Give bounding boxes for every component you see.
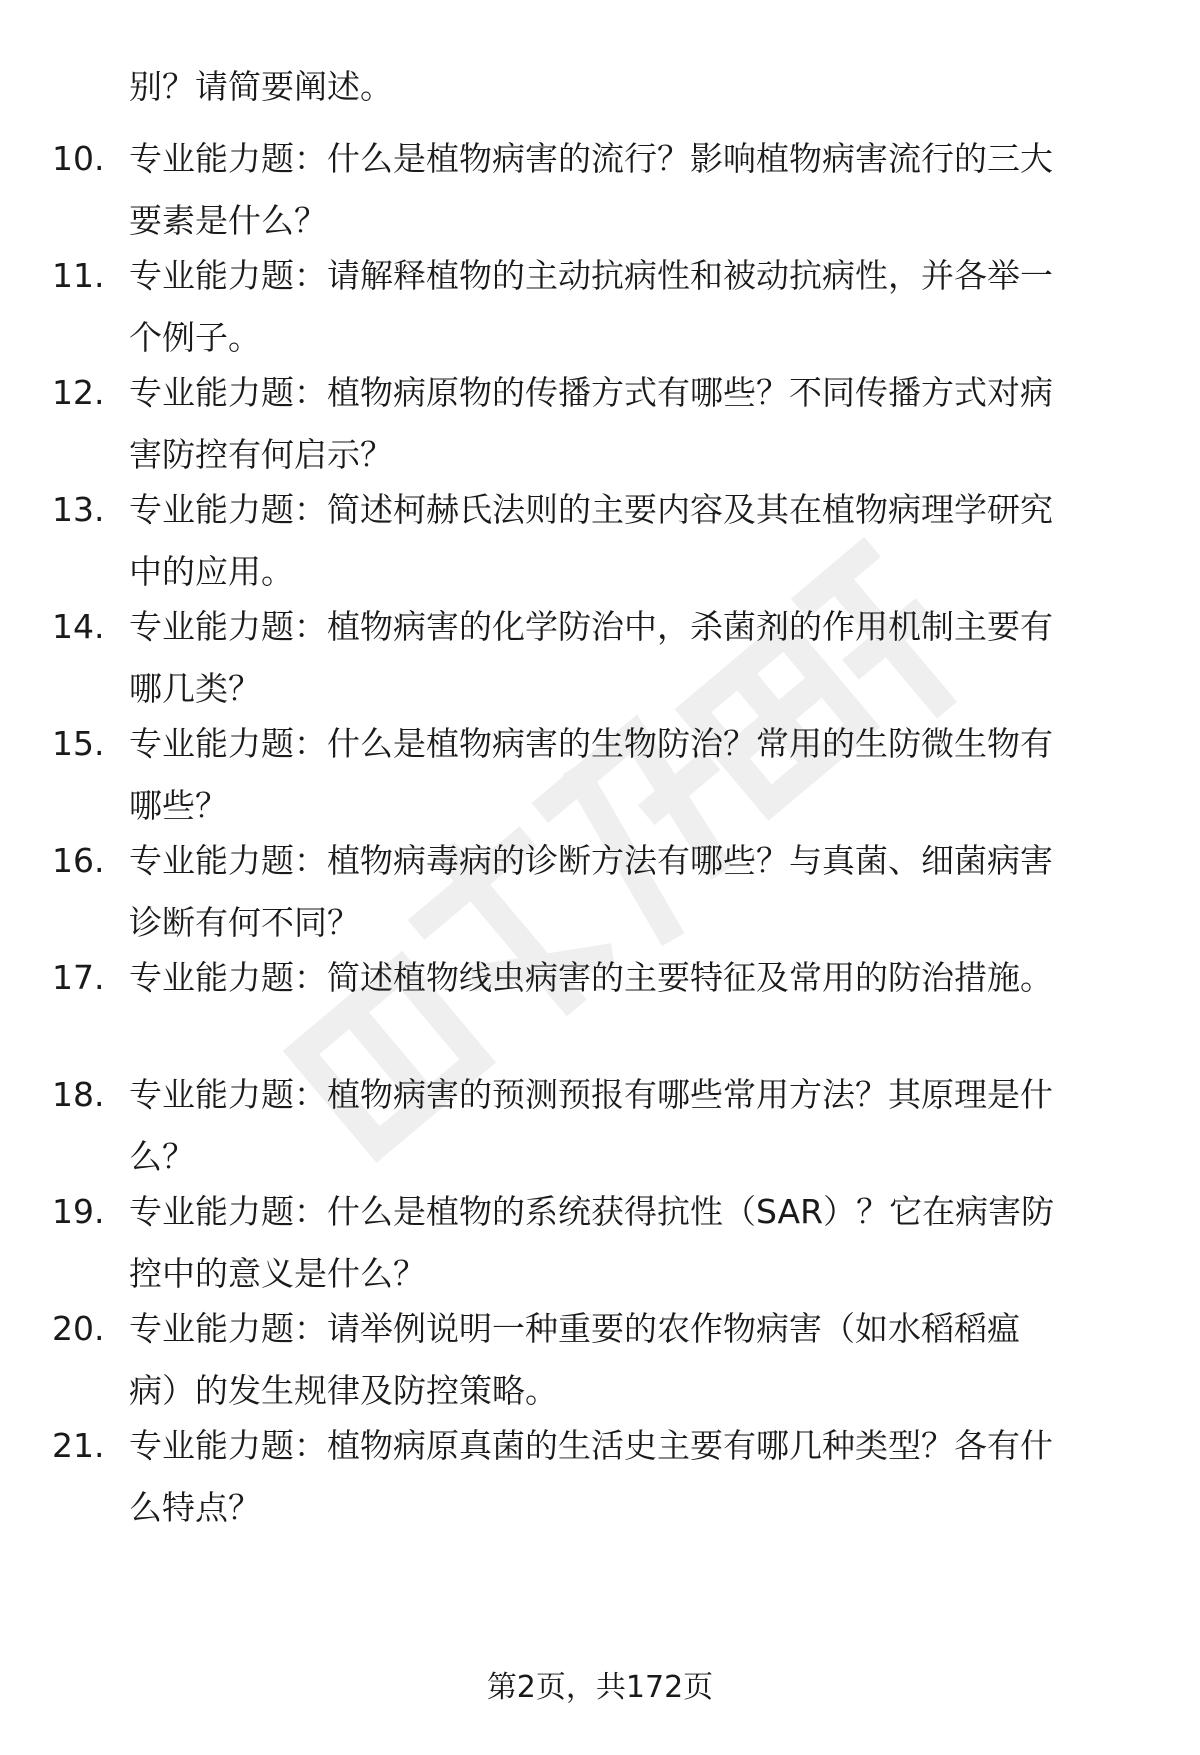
continuation-line: 别？请简要阐述。 — [129, 67, 393, 106]
question-text — [129, 1298, 1139, 1422]
question-text-line: 专业能力题：简述植物线虫病害的主要特征及常用的防治措施。 — [129, 958, 1053, 997]
question-number: 19. — [52, 1192, 105, 1231]
question-item — [0, 1181, 1200, 1305]
question-item — [0, 479, 1200, 603]
question-number: 15. — [52, 724, 105, 763]
question-text-line: 么特点？ — [129, 1488, 261, 1527]
question-text — [129, 1415, 1139, 1539]
question-text-line: 专业能力题：什么是植物病害的生物防治？常用的生防微生物有 — [129, 724, 1053, 763]
question-text-line: 哪些？ — [129, 786, 228, 825]
question-item — [0, 830, 1200, 954]
question-text-line: 害防控有何启示？ — [129, 435, 393, 474]
question-item — [0, 128, 1200, 252]
question-text-line: 病）的发生规律及防控策略。 — [129, 1371, 558, 1410]
question-item — [0, 596, 1200, 720]
question-text — [129, 362, 1139, 486]
question-text — [129, 245, 1139, 369]
question-text-line: 哪几类？ — [129, 669, 261, 708]
question-content — [0, 56, 1200, 1527]
question-text-line: 专业能力题：植物病害的化学防治中，杀菌剂的作用机制主要有 — [129, 607, 1053, 646]
question-item — [0, 1298, 1200, 1422]
question-number: 18. — [52, 1075, 105, 1114]
question-text — [129, 128, 1139, 252]
question-number: 11. — [52, 256, 105, 295]
question-text-line: 专业能力题：植物病原物的传播方式有哪些？不同传播方式对病 — [129, 373, 1053, 412]
question-item — [0, 1415, 1200, 1539]
question-number: 14. — [52, 607, 105, 646]
question-text-line: 么？ — [129, 1137, 195, 1176]
question-number: 12. — [52, 373, 105, 412]
question-item — [0, 245, 1200, 369]
question-text-line: 控中的意义是什么？ — [129, 1254, 426, 1293]
question-text — [129, 479, 1139, 603]
question-number: 21. — [52, 1426, 105, 1465]
question-text-line: 中的应用。 — [129, 552, 294, 591]
question-text — [129, 596, 1139, 720]
question-number: 13. — [52, 490, 105, 529]
question-text — [129, 947, 1139, 1009]
question-text-line: 专业能力题：请举例说明一种重要的农作物病害（如水稻稻瘟 — [129, 1309, 1020, 1348]
question-text-line: 诊断有何不同？ — [129, 903, 360, 942]
page-footer: 第2页，共172页 — [486, 1670, 714, 1705]
question-text — [129, 830, 1139, 954]
question-text-line: 个例子。 — [129, 318, 261, 357]
question-text — [129, 713, 1139, 837]
question-item — [0, 947, 1200, 1071]
question-text — [129, 1181, 1139, 1305]
question-text-line: 专业能力题：植物病毒病的诊断方法有哪些？与真菌、细菌病害 — [129, 841, 1053, 880]
question-text-line: 专业能力题：植物病原真菌的生活史主要有哪几种类型？各有什 — [129, 1426, 1053, 1465]
question-item — [0, 1064, 1200, 1188]
question-number: 17. — [52, 958, 105, 997]
question-number: 20. — [52, 1309, 105, 1348]
question-text — [129, 1064, 1139, 1188]
question-item — [0, 362, 1200, 486]
question-number: 16. — [52, 841, 105, 880]
question-text-line: 专业能力题：什么是植物病害的流行？影响植物病害流行的三大 — [129, 139, 1053, 178]
question-text-line: 要素是什么？ — [129, 201, 327, 240]
question-text-line: 专业能力题：植物病害的预测预报有哪些常用方法？其原理是什 — [129, 1075, 1053, 1114]
question-item — [0, 713, 1200, 837]
question-text-line: 专业能力题：简述柯赫氏法则的主要内容及其在植物病理学研究 — [129, 490, 1053, 529]
question-number: 10. — [52, 139, 105, 178]
question-text-line: 专业能力题：请解释植物的主动抗病性和被动抗病性，并各举一 — [129, 256, 1053, 295]
question-text-line: 专业能力题：什么是植物的系统获得抗性（SAR）？它在病害防 — [129, 1192, 1055, 1231]
